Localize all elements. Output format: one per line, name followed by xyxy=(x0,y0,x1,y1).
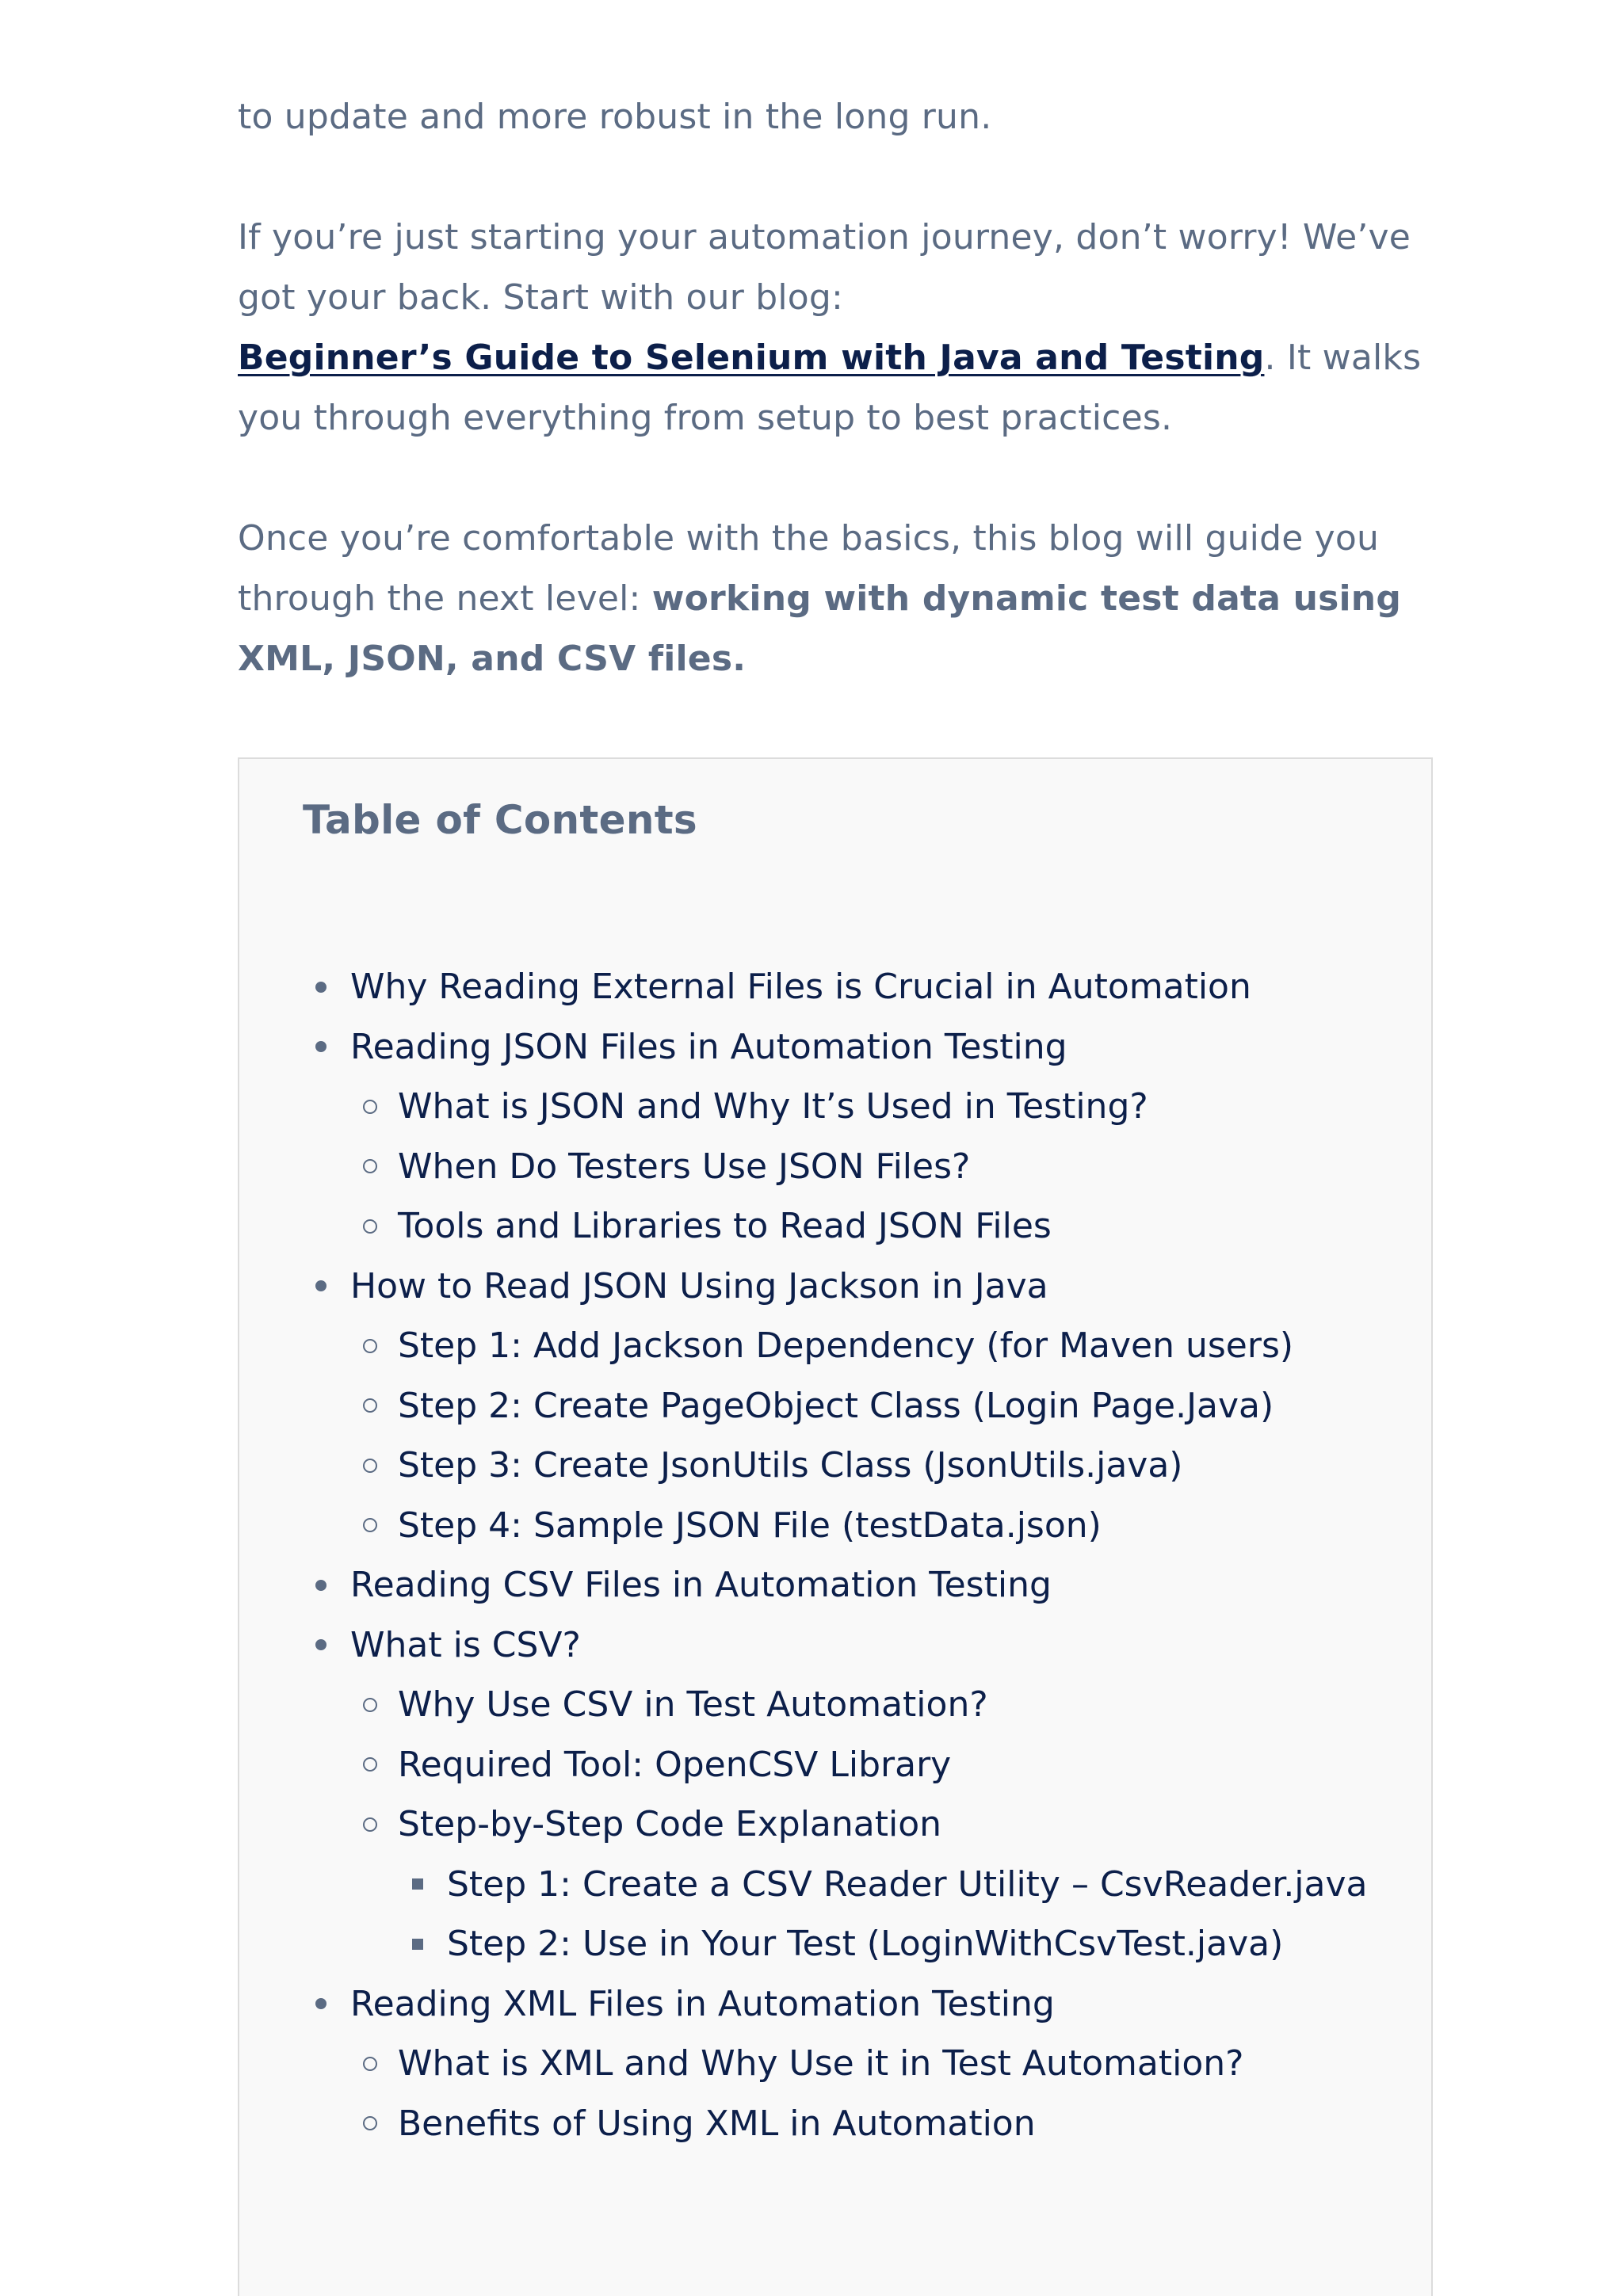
intro-paragraph-2-after: . It walks you through everything from setup to best practices. xyxy=(238,338,1422,438)
bullet-circle-icon xyxy=(363,1219,377,1234)
bullet-circle-icon xyxy=(363,2116,377,2130)
bullet-circle-icon xyxy=(363,1817,377,1832)
toc-item[interactable] xyxy=(239,1436,1368,1496)
toc-link[interactable]: How to Read JSON Using Jackson in Java xyxy=(350,1265,1048,1306)
bullet-square-icon xyxy=(412,1939,423,1950)
bullet-circle-icon xyxy=(363,2057,377,2071)
toc-link[interactable]: What is CSV? xyxy=(350,1624,581,1665)
bullet-disc-icon xyxy=(315,1639,327,1650)
toc-item[interactable] xyxy=(239,1974,1368,2035)
bullet-circle-icon xyxy=(363,1518,377,1532)
intro-paragraph-2 xyxy=(238,208,1434,448)
toc-item[interactable] xyxy=(239,1615,1368,1676)
toc-link[interactable]: Reading CSV Files in Automation Testing xyxy=(350,1565,1052,1605)
bullet-disc-icon xyxy=(315,1998,327,2009)
toc-item[interactable] xyxy=(239,2034,1368,2094)
toc-title: Table of Contents xyxy=(303,797,697,843)
toc-link[interactable]: Why Reading External Files is Crucial in Automation xyxy=(350,967,1251,1007)
toc-list xyxy=(239,957,1368,2153)
toc-item[interactable] xyxy=(239,957,1368,1017)
toc-item[interactable] xyxy=(239,1316,1368,1376)
toc-item[interactable] xyxy=(239,1914,1368,1974)
bullet-circle-icon xyxy=(363,1757,377,1772)
intro-paragraph-3-bold: working with dynamic test data using XML, JSON, and CSV files. xyxy=(238,578,1402,679)
bullet-square-icon xyxy=(412,1878,423,1890)
toc-item[interactable] xyxy=(239,2094,1368,2154)
toc-link[interactable]: Step 2: Use in Your Test (LoginWithCsvTest.java) xyxy=(447,1924,1284,1964)
toc-link[interactable]: When Do Testers Use JSON Files? xyxy=(398,1146,971,1187)
toc-item[interactable] xyxy=(239,1794,1368,1855)
toc-item[interactable] xyxy=(239,1257,1368,1317)
intro-paragraph-3 xyxy=(238,509,1434,689)
toc-link[interactable]: Step 2: Create PageObject Class (Login Page.Java) xyxy=(398,1385,1274,1426)
bullet-circle-icon xyxy=(363,1698,377,1712)
toc-link[interactable]: Step 3: Create JsonUtils Class (JsonUtils.java) xyxy=(398,1445,1183,1486)
toc-link[interactable]: What is JSON and Why It’s Used in Testing? xyxy=(398,1086,1148,1127)
toc-link[interactable]: Required Tool: OpenCSV Library xyxy=(398,1744,952,1785)
toc-item[interactable] xyxy=(239,1855,1368,1915)
article-body xyxy=(238,87,1434,749)
bullet-disc-icon xyxy=(315,1580,327,1591)
toc-link[interactable]: Step-by-Step Code Explanation xyxy=(398,1804,942,1844)
toc-item[interactable] xyxy=(239,1675,1368,1735)
toc-item[interactable] xyxy=(239,1196,1368,1257)
toc-link[interactable]: What is XML and Why Use it in Test Automation? xyxy=(398,2043,1244,2084)
bullet-disc-icon xyxy=(315,1280,327,1291)
toc-link[interactable]: Why Use CSV in Test Automation? xyxy=(398,1684,988,1725)
bullet-circle-icon xyxy=(363,1100,377,1114)
bullet-disc-icon xyxy=(315,982,327,993)
toc-link[interactable]: Step 1: Create a CSV Reader Utility – CsvReader.java xyxy=(447,1863,1368,1905)
intro-paragraph-1-text: to update and more robust in the long run. xyxy=(238,97,992,137)
intro-paragraph-3-text: Once you’re comfortable with the basics, this blog will guide you through the next level: xyxy=(238,518,1380,619)
bullet-circle-icon xyxy=(363,1398,377,1413)
intro-paragraph-1 xyxy=(238,87,1434,147)
toc-link[interactable]: Step 1: Add Jackson Dependency (for Maven users) xyxy=(398,1325,1294,1366)
toc-link[interactable]: Benefits of Using XML in Automation xyxy=(398,2103,1036,2144)
bullet-circle-icon xyxy=(363,1339,377,1353)
intro-paragraph-2-text: If you’re just starting your automation journey, don’t worry! We’ve got your back. Start with our blog: xyxy=(238,217,1411,318)
bullet-circle-icon xyxy=(363,1159,377,1173)
toc-item[interactable] xyxy=(239,1017,1368,1077)
toc-item[interactable] xyxy=(239,1137,1368,1197)
toc-item[interactable] xyxy=(239,1376,1368,1436)
toc-link[interactable]: Reading JSON Files in Automation Testing xyxy=(350,1026,1067,1067)
toc-link[interactable]: Tools and Libraries to Read JSON Files xyxy=(398,1206,1052,1246)
table-of-contents xyxy=(238,757,1433,2296)
toc-item[interactable] xyxy=(239,1735,1368,1795)
toc-item[interactable] xyxy=(239,1555,1368,1615)
bullet-disc-icon xyxy=(315,1041,327,1052)
beginners-guide-link[interactable]: Beginner’s Guide to Selenium with Java and Testing xyxy=(238,338,1265,378)
toc-item[interactable] xyxy=(239,1077,1368,1137)
toc-link[interactable]: Step 4: Sample JSON File (testData.json) xyxy=(398,1505,1102,1546)
toc-link[interactable]: Reading XML Files in Automation Testing xyxy=(350,1983,1055,2024)
toc-item[interactable] xyxy=(239,1496,1368,1556)
bullet-circle-icon xyxy=(363,1459,377,1473)
